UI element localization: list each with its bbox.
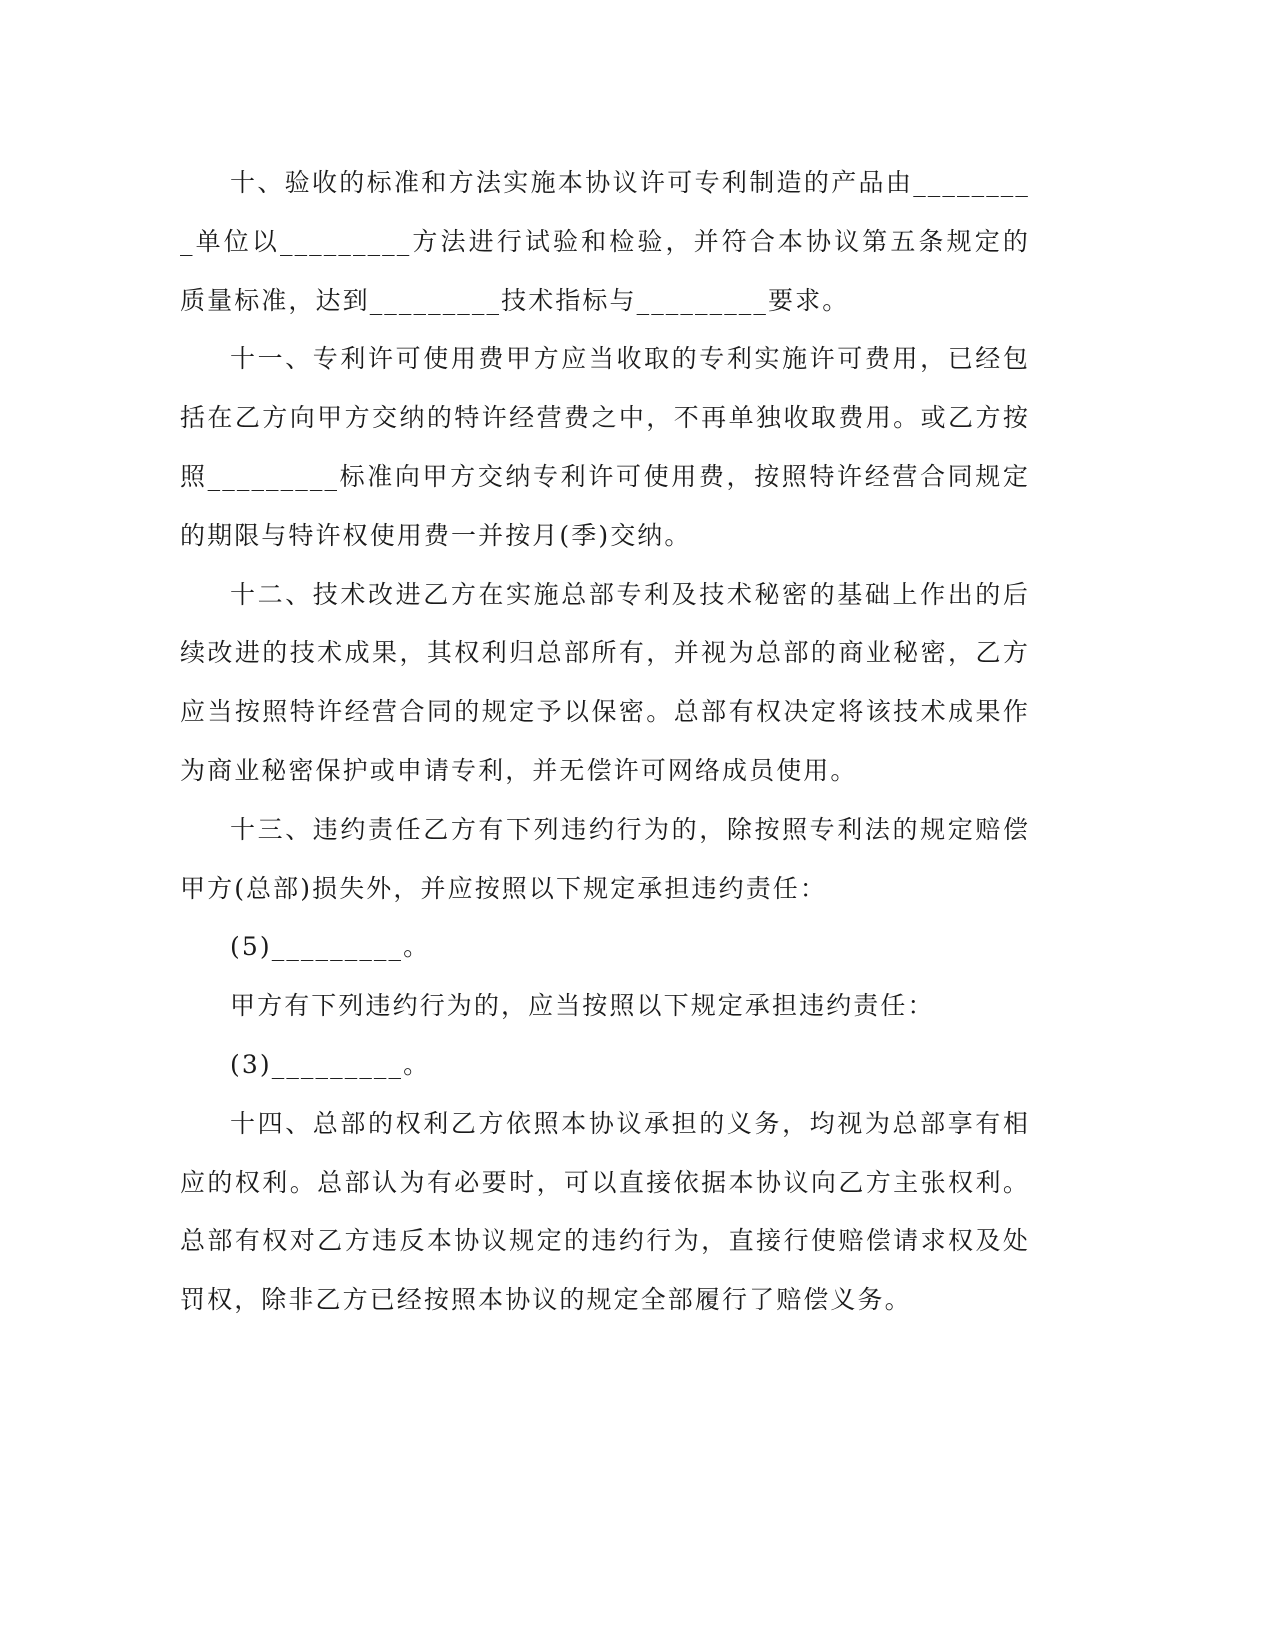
clause-13-item-3: (3)_________。 [230,1049,431,1079]
clause-13-paragraph: 十三、违约责任乙方有下列违约行为的，除按照专利法的规定赔偿甲方(总部)损失外，并应按照以下规定承担违约责任： [180,814,1030,903]
clause-13-party-a-paragraph: 甲方有下列违约行为的，应当按照以下规定承担违约责任： [230,991,935,1021]
clause-14-paragraph: 十四、总部的权利乙方依照本协议承担的义务，均视为总部享有相应的权利。总部认为有必要时，可以直接依据本协议向乙方主张权利。总部有权对乙方违反本协议规定的违约行为，直接行使赔偿请求权及处罚权，除非乙方已经按照本协议的规定全部履行了赔偿义务。 [180,1108,1030,1315]
clause-10-paragraph: 十、验收的标准和方法实施本协议许可专利制造的产品由_________单位以_________方法进行试验和检验，并符合本协议第五条规定的质量标准，达到_________技术指标与_________要求。 [180,168,1030,315]
clause-11-paragraph: 十一、专利许可使用费甲方应当收取的专利实施许可费用，已经包括在乙方向甲方交纳的特许经营费之中，不再单独收取费用。或乙方按照_________标准向甲方交纳专利许可使用费，按照特许经营合同规定的期限与特许权使用费一并按月(季)交纳。 [180,344,1030,550]
clause-13-item-5: (5)_________。 [230,932,431,962]
document-body [180,154,1030,1330]
clause-12-paragraph: 十二、技术改进乙方在实施总部专利及技术秘密的基础上作出的后续改进的技术成果，其权利归总部所有，并视为总部的商业秘密，乙方应当按照特许经营合同的规定予以保密。总部有权决定将该技术成果作为商业秘密保护或申请专利，并无偿许可网络成员使用。 [180,579,1030,785]
